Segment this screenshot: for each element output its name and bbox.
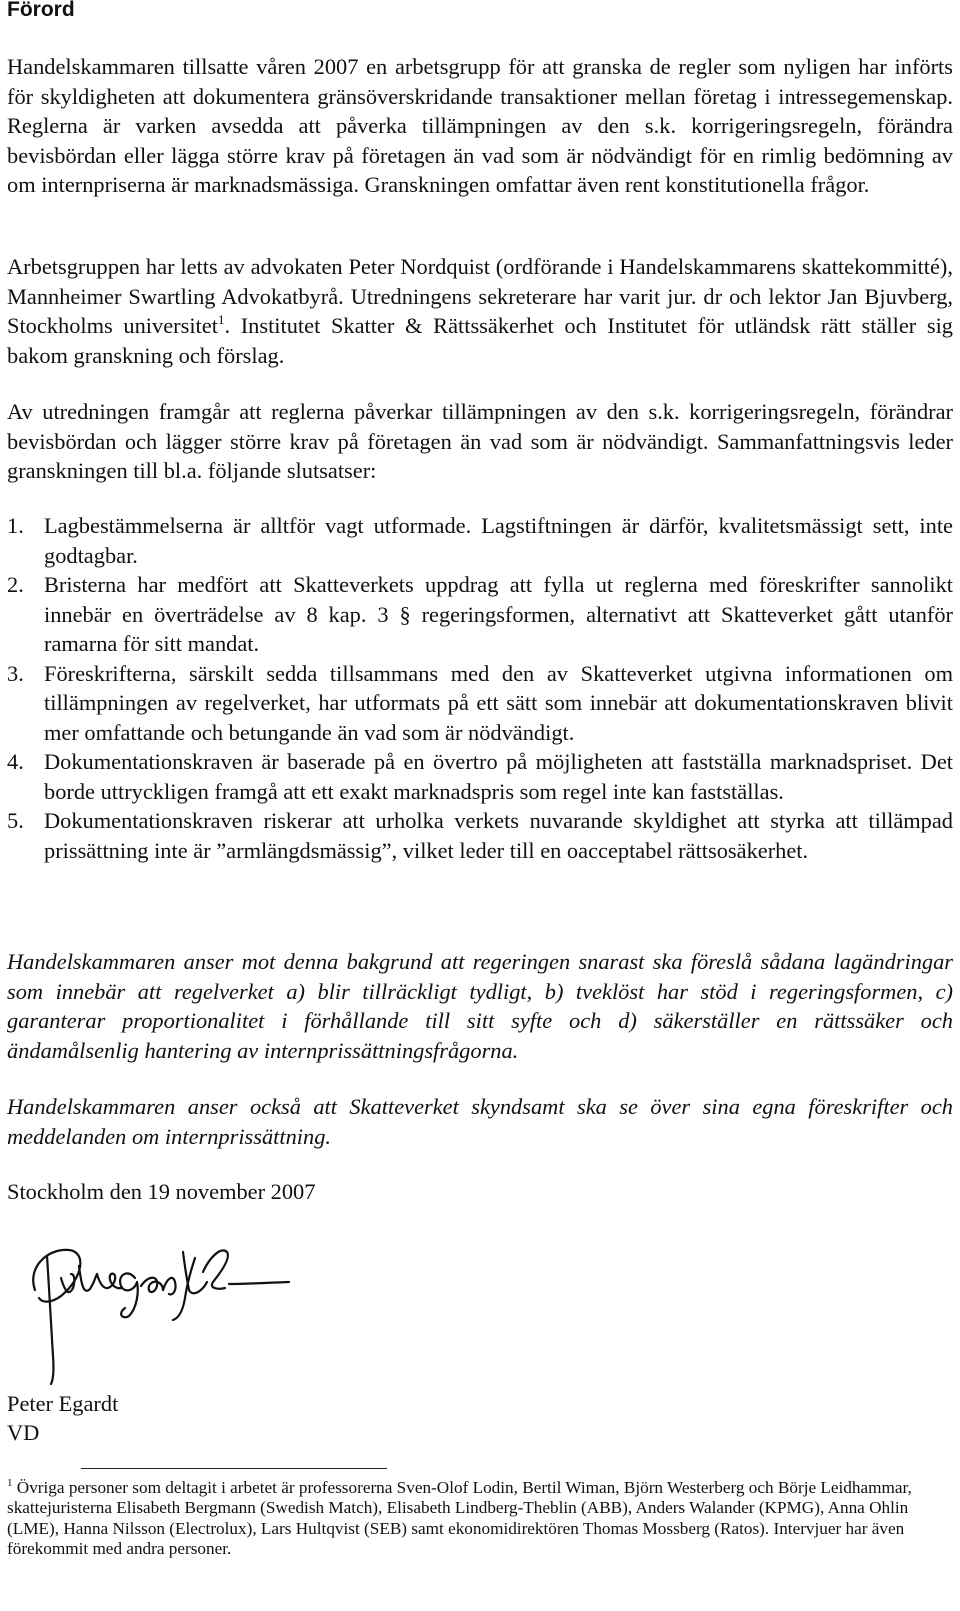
page-title: Förord [7, 0, 75, 21]
place-date: Stockholm den 19 november 2007 [7, 1179, 316, 1204]
footnote [7, 1478, 953, 1559]
list-item [7, 659, 953, 748]
intro-paragraph-1: Handelskammaren tillsatte våren 2007 en arbetsgrupp för att granska de regler som nyligen har införts för skyldigheten att dokumentera gränsöverskridande transaktioner mellan företag i intressegemenskap. Reglerna är varken avsedda att påverka tillämpningen av den s.k. korrigeringsregeln, förändra bevisbördan eller lägga större krav på företagen än vad som är nödvändigt för en rimlig bedömning av om internpriserna är marknadsmässiga. Granskningen omfattar även rent konstitutionella frågor. [7, 54, 953, 197]
footnote-mark: 1 [7, 1477, 13, 1489]
conclusions-list [7, 511, 953, 865]
signer-role: VD [7, 1420, 40, 1445]
list-item [7, 806, 953, 865]
list-item-text: Dokumentationskraven riskerar att urholka verkets nuvarande skyldighet att styrka att tillämpad prissättning inte är ”armlängdsmässig”, vilket leder till en oacceptabel rättsosäkerhet. [44, 808, 953, 863]
list-item-text: Föreskrifterna, särskilt sedda tillsammans med den av Skatteverket utgivna informationen om tillämpningen av regelverket, har utformats på ett sätt som innebär att dokumentationskraven blivit mer omfattande och betungande än vad som är nödvändigt. [44, 660, 953, 745]
list-item-text: Bristerna har medfört att Skatteverkets uppdrag att fylla ut reglerna med föreskrifter sannolikt innebär en överträdelse av 8 kap. 3 § regeringsformen, alternativt att Skatteverket gått utanför ramarna för sitt mandat. [44, 572, 953, 656]
intro-paragraph-2-text-cont: . Institutet Skatter & Rättssäkerhet och Institutet för utländsk rätt ställer sig bakom granskning och förslag. [7, 313, 954, 368]
intro-paragraph-3: Av utredningen framgår att reglerna påverkar tillämpningen av den s.k. korrigeringsregeln, förändrar bevisbördan och lägger större krav på företagen än vad som är nödvändigt. Sammanfattningsvis leder granskningen till bl.a. följande slutsatser: [7, 399, 953, 483]
footnote-text: Övriga personer som deltagit i arbetet är professorerna Sven-Olof Lodin, Bertil Wiman, Björn Westerberg och Börje Leidhammar, skattejuristerna Elisabeth Bergmann (Swedish Match), Elisabeth Lindberg-Theblin (ABB), Anders Walander (KPMG), Anna Ohlin (LME), Hanna Nilsson (Electrolux), Lars Hultqvist (SEB) samt ekonomidirektören Thomas Mossberg (Ratos). Intervjuer har även förekommit med andra personer. [7, 1478, 912, 1558]
signature-image [17, 1238, 297, 1388]
list-item-number: 2. [7, 572, 24, 597]
list-item [7, 511, 953, 570]
recommendation-paragraph-2: Handelskammaren anser också att Skatteverket skyndsamt ska se över sina egna föreskrifter och meddelanden om internprissättning. [7, 1094, 953, 1149]
signer-block [7, 1389, 118, 1447]
intro-paragraph-2-text: Arbetsgruppen har letts av advokaten Peter Nordquist (ordförande i Handelskammarens skattekommitté), Mannheimer Swartling Advokatbyrå. Utredningens sekreterare har varit jur. dr och lektor Jan Bjuvberg, Stockholms universitet [7, 254, 953, 338]
list-item [7, 747, 953, 806]
list-item [7, 570, 953, 659]
list-item-text: Lagbestämmelserna är alltför vagt utformade. Lagstiftningen är därför, kvalitetsmässigt sett, inte godtagbar. [44, 513, 953, 568]
list-item-number: 3. [7, 660, 24, 686]
footnote-reference[interactable]: 1 [217, 312, 225, 327]
signer-name: Peter Egardt [7, 1391, 119, 1416]
list-item-number: 5. [7, 808, 24, 833]
list-item-text: Dokumentationskraven är baserade på en övertro på möjligheten att fastställa marknadspriset. Det borde uttryckligen framgå att ett exakt marknadspris som regel inte kan fastställas. [44, 749, 953, 804]
footnote-separator [81, 1468, 387, 1469]
recommendation-paragraph-1: Handelskammaren anser mot denna bakgrund att regeringen snarast ska föreslå sådana lagändringar som innebär att regelverket a) blir tillräckligt tydligt, b) tveklöst har stöd i regeringsformen, c) garanterar proportionalitet i förhållande till sitt syfte och d) säkerställer en rättssäker och ändamålsenlig hantering av internprissättningsfrågorna. [7, 949, 953, 1063]
list-item-number: 4. [7, 749, 24, 774]
list-item-number: 1. [7, 513, 24, 538]
intro-paragraph-2 [7, 252, 953, 370]
